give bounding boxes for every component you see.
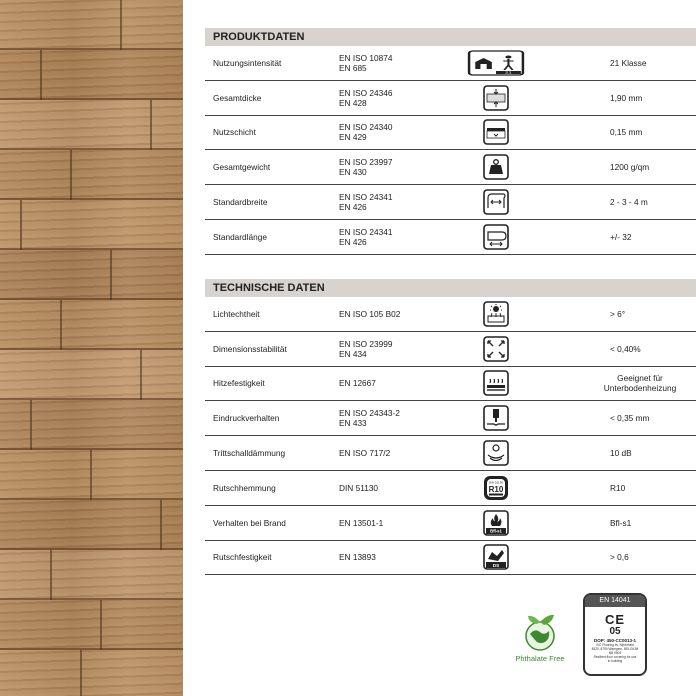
ce-fine-print: IVC Flooring bv, Nijverheid 8520, 8790 Waregem, BELGIUM NB 0503 Resilient floor covering for use in building bbox=[591, 643, 639, 663]
wood-grain bbox=[0, 250, 183, 298]
plank-seam bbox=[50, 550, 52, 600]
phthalate-free-label: Phthalate Free bbox=[515, 654, 565, 663]
row-standard: EN ISO 23999 EN 434 bbox=[339, 338, 393, 359]
row-label: Eindruckverhalten bbox=[213, 413, 280, 424]
wood-grain bbox=[0, 100, 183, 148]
row-value: < 0,35 mm bbox=[610, 413, 650, 424]
wood-plank bbox=[0, 500, 183, 550]
wood-plank bbox=[0, 450, 183, 500]
plank-seam bbox=[150, 100, 152, 150]
table-row bbox=[205, 116, 696, 151]
row-label: Gesamtdicke bbox=[213, 92, 262, 103]
wood-plank bbox=[0, 50, 183, 100]
row-label: Nutzungsintensität bbox=[213, 57, 282, 68]
table-row bbox=[205, 401, 696, 436]
plank-seam bbox=[70, 150, 72, 200]
row-value: R10 bbox=[610, 482, 626, 493]
plank-seam bbox=[120, 0, 122, 50]
plank-seam bbox=[90, 450, 92, 500]
wood-plank bbox=[0, 600, 183, 650]
produktdaten-header: PRODUKTDATEN bbox=[205, 28, 696, 46]
row-label: Gesamtgewicht bbox=[213, 162, 271, 173]
wood-grain bbox=[0, 200, 183, 248]
row-value: +/- 32 bbox=[610, 231, 632, 242]
wood-plank bbox=[0, 100, 183, 150]
plank-seam bbox=[160, 500, 162, 550]
table-row bbox=[205, 332, 696, 367]
wood-plank bbox=[0, 550, 183, 600]
row-value: Geeignet für Unterbodenheizung bbox=[603, 373, 677, 394]
row-label: Standardbreite bbox=[213, 197, 268, 208]
produktdaten-table bbox=[205, 46, 696, 255]
technische-daten-header: TECHNISCHE DATEN bbox=[205, 279, 696, 297]
wood-grain bbox=[0, 300, 183, 348]
wood-grain bbox=[0, 400, 183, 448]
plank-seam bbox=[40, 50, 42, 100]
table-row bbox=[205, 541, 696, 576]
table-row bbox=[205, 185, 696, 220]
svg-text:DS: DS bbox=[492, 563, 500, 569]
row-value: 0,15 mm bbox=[610, 127, 643, 138]
row-value: 1200 g/qm bbox=[610, 162, 650, 173]
row-label: Trittschalldämmung bbox=[213, 448, 286, 459]
usage-class-icon bbox=[482, 49, 510, 77]
plank-seam bbox=[30, 400, 32, 450]
row-standard: DIN 51130 bbox=[339, 482, 379, 493]
row-standard: EN ISO 105 B02 bbox=[339, 308, 401, 319]
row-label: Rutschfestigkeit bbox=[213, 552, 272, 563]
row-standard: EN ISO 10874 EN 685 bbox=[339, 52, 393, 73]
row-label: Verhalten bei Brand bbox=[213, 517, 286, 528]
phthalate-free-badge bbox=[505, 612, 575, 668]
table-row bbox=[205, 220, 696, 255]
row-standard: EN 12667 bbox=[339, 378, 376, 389]
row-standard: EN ISO 24343-2 EN 433 bbox=[339, 408, 400, 429]
plank-seam bbox=[60, 300, 62, 350]
row-standard: EN 13893 bbox=[339, 552, 376, 563]
row-standard: EN ISO 23997 EN 430 bbox=[339, 157, 393, 178]
svg-text:DIN 51130: DIN 51130 bbox=[488, 480, 504, 485]
table-row bbox=[205, 436, 696, 471]
row-value: > 6° bbox=[610, 308, 626, 319]
svg-text:R10: R10 bbox=[488, 484, 504, 494]
wood-grain bbox=[0, 600, 183, 648]
fire-behaviour-icon bbox=[482, 509, 510, 537]
row-label: Standardlänge bbox=[213, 231, 267, 242]
wood-grain bbox=[0, 50, 183, 98]
total-thickness-icon bbox=[482, 84, 510, 112]
wood-floor-image bbox=[0, 0, 183, 696]
row-standard: EN ISO 24340 EN 429 bbox=[339, 122, 393, 143]
plank-seam bbox=[140, 350, 142, 400]
row-value: 21 Klasse bbox=[610, 57, 647, 68]
impact-sound-icon bbox=[482, 439, 510, 467]
svg-text:Bfl-s1: Bfl-s1 bbox=[490, 528, 502, 534]
wood-plank bbox=[0, 300, 183, 350]
plank-seam bbox=[20, 200, 22, 250]
ce-year: 05 bbox=[609, 626, 621, 637]
wood-plank bbox=[0, 150, 183, 200]
roll-width-icon bbox=[482, 188, 510, 216]
wood-plank bbox=[0, 250, 183, 300]
row-label: Nutzschicht bbox=[213, 127, 256, 138]
wood-plank bbox=[0, 200, 183, 250]
lightfastness-icon bbox=[482, 300, 510, 328]
weight-icon bbox=[482, 153, 510, 181]
row-value: 2 - 3 - 4 m bbox=[610, 197, 648, 208]
wood-grain bbox=[0, 350, 183, 398]
plank-seam bbox=[110, 250, 112, 300]
row-label: Lichtechtheit bbox=[213, 308, 260, 319]
wood-plank bbox=[0, 0, 183, 50]
wood-plank bbox=[0, 400, 183, 450]
plank-seam bbox=[100, 600, 102, 650]
row-value: < 0,40% bbox=[610, 343, 641, 354]
row-standard: EN ISO 24341 EN 426 bbox=[339, 192, 393, 213]
slip-ds-icon bbox=[482, 543, 510, 571]
roll-length-icon bbox=[482, 223, 510, 251]
leaf-globe-icon bbox=[505, 612, 575, 654]
row-label: Rutschhemmung bbox=[213, 482, 276, 493]
table-row bbox=[205, 367, 696, 402]
plank-seam bbox=[80, 650, 82, 696]
row-label: Dimensionsstabilität bbox=[213, 343, 287, 354]
table-row bbox=[205, 81, 696, 116]
wear-layer-icon bbox=[482, 118, 510, 146]
ce-norm: EN 14041 bbox=[585, 595, 645, 607]
dimensional-stability-icon bbox=[482, 335, 510, 363]
ce-mark: CE bbox=[604, 612, 626, 627]
wood-plank bbox=[0, 650, 183, 696]
row-standard: EN 13501-1 bbox=[339, 517, 384, 528]
svg-text:21: 21 bbox=[504, 71, 512, 75]
row-standard: EN ISO 24341 EN 426 bbox=[339, 226, 393, 247]
table-row bbox=[205, 297, 696, 332]
row-value: Bfl-s1 bbox=[610, 517, 632, 528]
underfloor-heating-icon bbox=[482, 369, 510, 397]
row-value: 10 dB bbox=[610, 448, 632, 459]
technische-daten-table bbox=[205, 297, 696, 575]
slip-resistance-r10-icon bbox=[482, 474, 510, 502]
wood-grain bbox=[0, 500, 183, 548]
row-value: > 0,6 bbox=[610, 552, 629, 563]
row-standard: EN ISO 717/2 bbox=[339, 448, 391, 459]
table-row bbox=[205, 506, 696, 541]
table-row bbox=[205, 471, 696, 506]
row-label: Hitzefestigkeit bbox=[213, 378, 265, 389]
ce-label bbox=[583, 593, 647, 676]
wood-plank bbox=[0, 350, 183, 400]
wood-grain bbox=[0, 150, 183, 198]
ce-dop: DOP: 450-CC0013-1 bbox=[593, 638, 637, 643]
table-row bbox=[205, 46, 696, 81]
row-value: 1,90 mm bbox=[610, 92, 643, 103]
wood-grain bbox=[0, 650, 183, 696]
table-row bbox=[205, 150, 696, 185]
wood-grain bbox=[0, 550, 183, 598]
row-standard: EN ISO 24346 EN 428 bbox=[339, 87, 393, 108]
indentation-icon bbox=[482, 404, 510, 432]
wood-grain bbox=[0, 0, 183, 48]
